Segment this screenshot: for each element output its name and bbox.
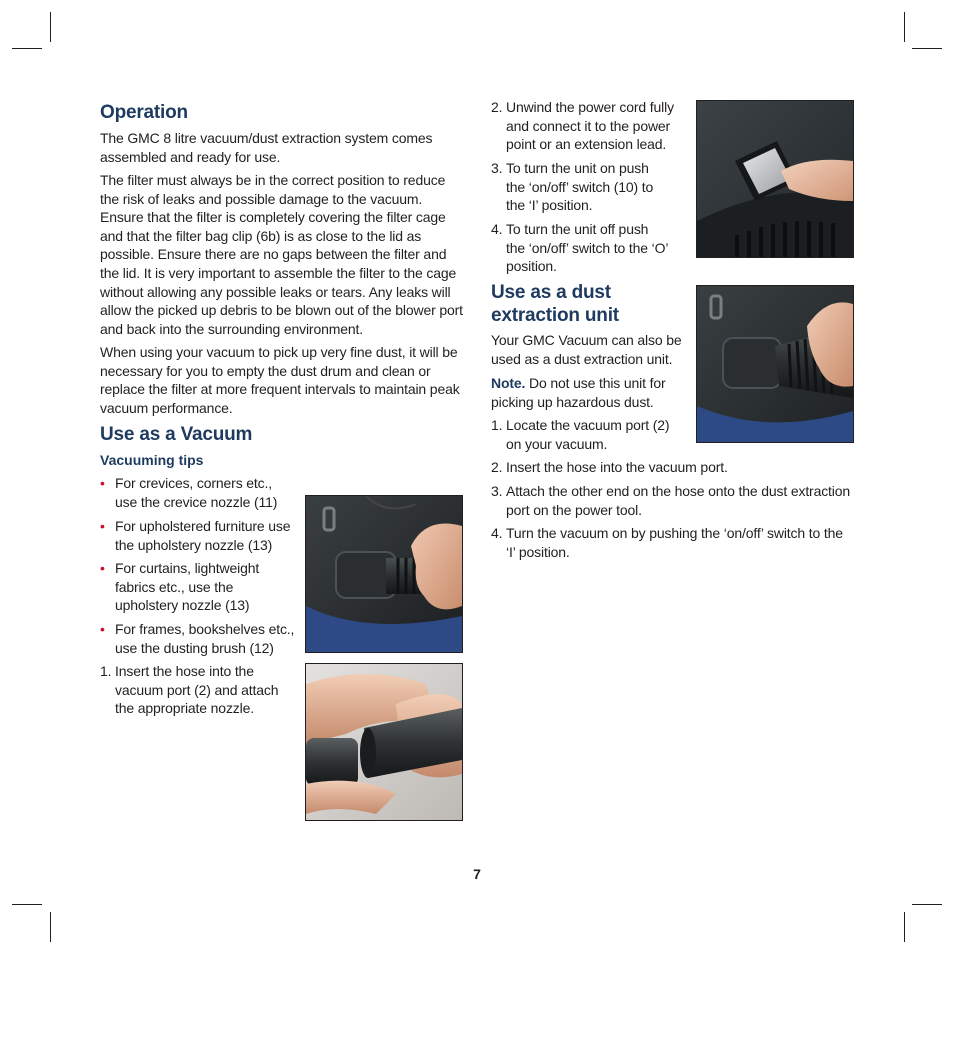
dust-step (491, 524, 855, 561)
vacuum-heading: Use as a Vacuum (100, 424, 253, 445)
hands-attaching-nozzle-illustration (306, 664, 462, 820)
step-number: 2. (491, 99, 503, 115)
step-number: 4. (491, 525, 503, 541)
tip-text: For crevices, corners etc., use the crevice nozzle (11) (115, 475, 278, 510)
step-text: Attach the other end on the hose onto the dust extraction port on the power tool. (506, 483, 851, 518)
bullet-dot: • (100, 621, 105, 637)
page-number: 7 (473, 866, 481, 882)
dust-extraction-hose-illustration (697, 286, 853, 442)
dust-step (491, 458, 855, 477)
tip-bullet (100, 474, 290, 511)
on-off-switch-illustration (697, 101, 853, 257)
vacuum-step (491, 159, 671, 215)
vacuum-step (491, 98, 681, 154)
crop-mark (912, 904, 942, 905)
step-text: Insert the hose into the vacuum port (2) and attach the appropriate nozzle. (115, 663, 279, 717)
tip-text: For frames, bookshelves etc., use the dusting brush (12) (115, 621, 295, 656)
dust-extraction-heading-line1: Use as a dust (491, 282, 611, 303)
tip-bullet (100, 620, 300, 657)
step-text: To turn the unit on push the ‘on/off’ switch (10) to the ‘I’ position. (506, 160, 654, 214)
operation-heading: Operation (100, 102, 188, 123)
dust-extraction-heading-line2: extraction unit (491, 305, 619, 326)
dust-note (491, 374, 681, 411)
step-text: Locate the vacuum port (2) on your vacuum. (506, 417, 670, 452)
tip-text: For curtains, lightweight fabrics etc., use the upholstery nozzle (13) (115, 560, 260, 614)
operation-paragraph-2: The filter must always be in the correct position to reduce the risk of leaks and possible damage to the vacuum. Ensure that the filter is completely covering the filter cage and that the filter bag clip (6b) is as close to the lid as possible. Ensure there are no gaps between the filter and the lid. It is very important to assemble the filter to the cage without allowing any possible leaks or tears. Any leaks will allow the picked up debris to be blown out of the blower port and back into the surrounding environment. (100, 172, 463, 337)
step-number: 4. (491, 221, 503, 237)
note-text: Do not use this unit for picking up hazardous dust. (491, 375, 666, 410)
crop-mark (12, 904, 42, 905)
crop-mark (904, 12, 905, 42)
dust-step (491, 416, 681, 453)
hose-into-port-photo (305, 495, 463, 653)
bullet-dot: • (100, 560, 105, 576)
tip-bullet (100, 559, 270, 615)
step-number: 3. (491, 483, 503, 499)
bullet-dot: • (100, 518, 105, 534)
crop-mark (912, 48, 942, 49)
note-label: Note. (491, 375, 526, 391)
bullet-dot: • (100, 475, 105, 491)
step-number: 3. (491, 160, 503, 176)
step-text: Insert the hose into the vacuum port. (506, 459, 728, 475)
step-text: To turn the unit off push the ‘on/off’ switch to the ‘O’ position. (506, 221, 668, 275)
hose-into-port-illustration (306, 496, 462, 652)
step-number: 1. (100, 663, 112, 679)
dust-extraction-hose-photo (696, 285, 854, 443)
tip-text: For upholstered furniture use the upholstery nozzle (13) (115, 518, 291, 553)
vacuum-step (491, 220, 671, 276)
dust-step (491, 482, 855, 519)
crop-mark (50, 12, 51, 42)
vacuum-step (100, 662, 285, 718)
step-number: 1. (491, 417, 503, 433)
on-off-switch-photo (696, 100, 854, 258)
step-number: 2. (491, 459, 503, 475)
tip-bullet (100, 517, 300, 554)
dust-intro: Your GMC Vacuum can also be used as a dust extraction unit. (491, 332, 682, 367)
vacuuming-tips-heading: Vacuuming tips (100, 452, 204, 468)
crop-mark (12, 48, 42, 49)
step-text: Unwind the power cord fully and connect it to the power point or an extension lead. (506, 99, 674, 153)
step-text: Turn the vacuum on by pushing the ‘on/off’ switch to the ‘I’ position. (506, 525, 843, 560)
operation-paragraph-3: When using your vacuum to pick up very fine dust, it will be necessary for you to empty the dust drum and clean or replace the filter at more frequent intervals to maintain peak vacuum performance. (100, 344, 460, 416)
operation-paragraph-1: The GMC 8 litre vacuum/dust extraction system comes assembled and ready for use. (100, 130, 433, 165)
crop-mark (904, 912, 905, 942)
crop-mark (50, 912, 51, 942)
hands-attaching-nozzle-photo (305, 663, 463, 821)
